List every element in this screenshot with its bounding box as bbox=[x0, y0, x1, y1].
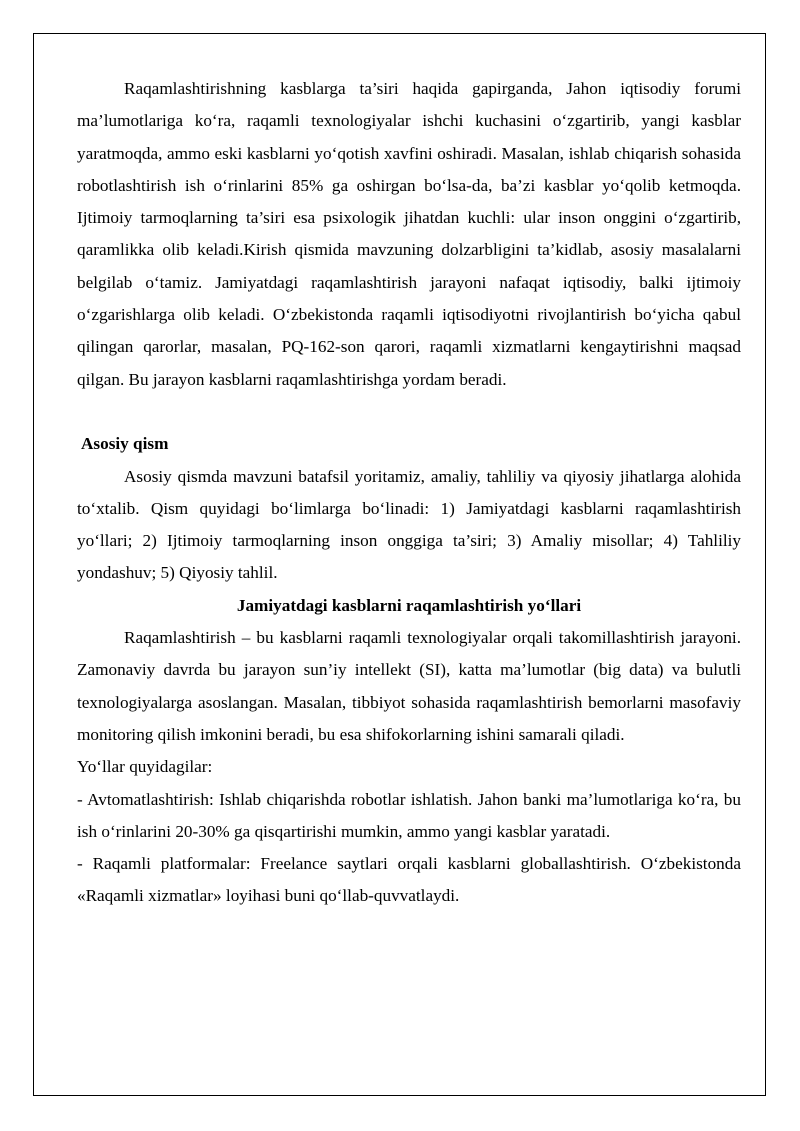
ways-label: Yo‘llar quyidagilar: bbox=[77, 757, 213, 777]
document-body bbox=[77, 73, 741, 913]
heading-asosiy-qism: Asosiy qism bbox=[81, 434, 169, 454]
list-item-automation: - Avtomatlashtirish: Ishlab chiqarishda robotlar ishlatish. Jahon banki ma’lumotlariga ko‘ra, bu ish o‘rinlarini 20-30% ga qisqartirishi mumkin, ammo yangi kasblar yaratadi. bbox=[77, 789, 741, 841]
digitalization-paragraph: Raqamlashtirish – bu kasblarni raqamli texnologiyalar orqali takomillashtirish jarayoni. Zamonaviy davrda bu jarayon sun’iy intellekt (SI), katta ma’lumotlar (big data) va bulutli texnologiyalarga asoslangan. Masalan, tibbiyot sohasida raqamlashtirish bemorlarni masofaviy monitoring qilish imkonini beradi, bu esa shifokorlarning ishini samarali qiladi. bbox=[77, 628, 741, 744]
blank-line bbox=[77, 396, 741, 428]
intro-paragraph: Raqamlashtirishning kasblarga ta’siri haqida gapirganda, Jahon iqtisodiy forumi ma’lumotlariga ko‘ra, raqamli texnologiyalar ishchi kuchasini o‘zgartirib, yangi kasblar yaratmoqda, ammo eski kasblarni yo‘qotish xavfini oshiradi. Masalan, ishlab chiqarish sohasida robotlashtirish ish o‘rinlarini 85% ga oshirgan bo‘lsa-da, ba’zi kasblar yo‘qolib ketmoqda. Ijtimoiy tarmoqlarning ta’siri esa psixologik jihatdan kuchli: ular inson onggini o‘zgartirib, qaramlikka olib keladi.Kirish qismida mavzuning dolzarbligini ta’kidlab, asosiy masalalarni belgilab o‘tamiz. Jamiyatdagi raqamlashtirish jarayoni nafaqat iqtisodiy, balki ijtimoiy o‘zgarishlarga olib keladi. O‘zbekistonda raqamli iqtisodiyotni rivojlantirish bo‘yicha qabul qilingan qarorlar, masalan, PQ-162-son qarori, raqamli xizmatlarni kengaytirishni maqsad qilgan. Bu jarayon kasblarni raqamlashtirishga yordam beradi. bbox=[77, 79, 741, 389]
section-heading: Jamiyatdagi kasblarni raqamlashtirish yo‘llari bbox=[236, 595, 582, 615]
list-item-platforms: - Raqamli platformalar: Freelance saytlari orqali kasblarni globallashtirish. O‘zbekistonda «Raqamli xizmatlar» loyihasi buni qo‘llab-quvvatlaydi. bbox=[77, 854, 741, 906]
main-part-paragraph: Asosiy qismda mavzuni batafsil yoritamiz, amaliy, tahliliy va qiyosiy jihatlarga alohida to‘xtalib. Qism quyidagi bo‘limlarga bo‘linadi: 1) Jamiyatdagi kasblarni raqamlashtirish yo‘llari; 2) Ijtimoiy tarmoqlarning inson onggiga ta’siri; 3) Amaliy misollar; 4) Tahliliy yondashuv; 5) Qiyosiy tahlil. bbox=[77, 466, 741, 583]
